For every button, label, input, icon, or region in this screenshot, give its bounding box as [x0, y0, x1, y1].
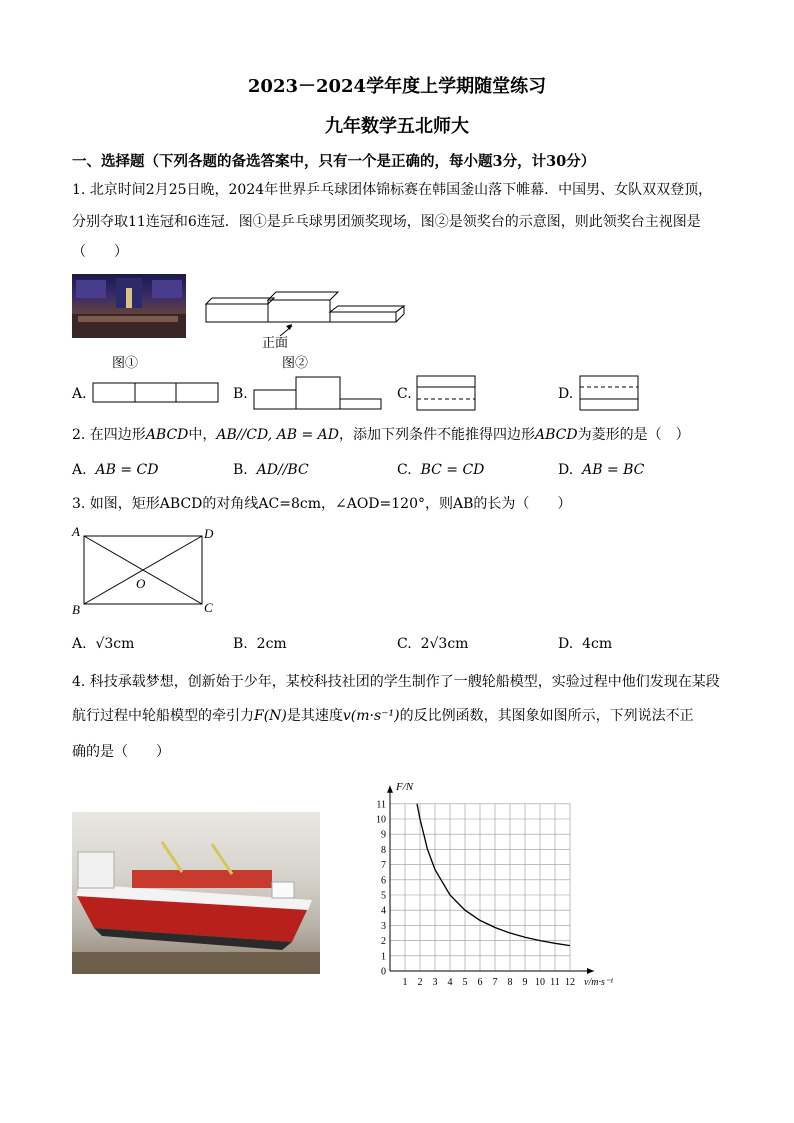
y-tick-label: 9 [381, 829, 386, 841]
q2-stem-part3: 中， [188, 427, 217, 443]
y-tick-label: 7 [381, 860, 386, 872]
chart-grid [390, 804, 570, 971]
chart-x-axis-label: v/m·s⁻¹ [584, 977, 614, 988]
x-tick-label: 11 [550, 977, 560, 988]
q1-option-d-label[interactable]: D. [558, 386, 574, 402]
q3-option-b[interactable] [233, 636, 287, 652]
q2-option-a[interactable] [72, 462, 158, 478]
q2-option-a-label: A. [72, 462, 87, 478]
y-axis-arrow [387, 786, 393, 793]
q3-stem: 3. 如图，矩形ABCD的对角线AC=8cm，∠AOD=120°，则AB的长为（ ） [72, 496, 572, 512]
rectangle-abcd-diagram [70, 522, 220, 618]
x-tick-label: 2 [417, 977, 423, 988]
x-tick-label: 8 [507, 977, 513, 988]
q3-option-b-label: B. [233, 636, 248, 652]
q2-stem-part7: 为菱形的是（ ） [577, 427, 690, 443]
q2-option-b-label: B. [233, 462, 248, 478]
q2-option-d[interactable] [558, 462, 644, 478]
y-tick-label: 2 [381, 936, 386, 948]
q3-option-b-value: 2cm [256, 636, 287, 652]
q1-stem-line1: 1. 北京时间2月25日晚，2024年世界乒乓球团体锦标赛在韩国釜山落下帷幕．中国男、女队双双登顶， [72, 182, 713, 198]
q4-stem-part3: 是其速度 [286, 708, 343, 724]
q4-stem-line1: 4. 科技承载梦想，创新始于少年，某校科技社团的学生制作了一艘轮船模型，实验过程中他们发现在某段 [72, 674, 720, 690]
q3-option-a-value: √3cm [95, 636, 135, 652]
q2-stem-part5: ，添加下列条件不能推得四边形 [338, 427, 535, 443]
y-tick-label: 0 [381, 966, 386, 978]
y-tick-label: 6 [381, 875, 386, 887]
y-tick-label: 3 [381, 920, 386, 932]
q2-stem-part6: ABCD [534, 427, 578, 443]
q4-stem-part5: 的反比例函数，其图象如图所示，下列说法不正 [399, 708, 694, 724]
y-tick-label: 4 [381, 905, 386, 917]
q3-option-d-value: 4cm [582, 636, 613, 652]
q2-option-a-value: AB = CD [95, 462, 159, 478]
x-tick-label: 1 [402, 977, 408, 988]
page-subtitle: 九年数学五北师大 [325, 116, 469, 137]
q2-option-c-label: C. [397, 462, 412, 478]
q2-option-c-value: BC = CD [420, 462, 485, 478]
q1-option-d-figure[interactable] [579, 375, 641, 413]
front-label: 正面 [262, 336, 289, 351]
y-tick-label: 10 [376, 814, 386, 826]
y-tick-label: 1 [381, 951, 386, 963]
q1-stem-line3: （ ） [72, 244, 128, 260]
x-tick-label: 6 [477, 977, 483, 988]
ship-model-art [72, 812, 320, 974]
q3-option-c-label: C. [397, 636, 412, 652]
y-tick-label: 11 [376, 799, 386, 811]
q2-option-b-value: AD//BC [256, 462, 309, 478]
vertex-label-o: O [136, 576, 146, 591]
q2-stem-part4: AB//CD, AB = AD [216, 427, 339, 443]
figure2-caption: 图② [282, 356, 309, 371]
x-tick-label: 12 [565, 977, 575, 988]
q4-stem-part1: 航行过程中轮船模型的牵引力 [72, 708, 254, 724]
x-tick-label: 9 [522, 977, 528, 988]
q3-option-a[interactable] [72, 636, 134, 652]
q2-option-d-value: AB = BC [582, 462, 645, 478]
page-title: 2023－2024学年度上学期随堂练习 [247, 76, 547, 97]
q2-option-b[interactable] [233, 462, 309, 478]
x-tick-label: 10 [535, 977, 545, 988]
force-velocity-chart [360, 772, 630, 992]
y-tick-label: 5 [381, 890, 386, 902]
q2-stem-part2: ABCD [145, 427, 189, 443]
ship-model-photo [72, 812, 320, 974]
y-tick-label: 8 [381, 844, 386, 856]
q3-option-c[interactable] [397, 636, 468, 652]
q3-option-a-label: A. [72, 636, 87, 652]
q2-stem-part1: 2. 在四边形 [72, 427, 146, 443]
x-tick-label: 3 [432, 977, 438, 988]
q4-stem-line2 [72, 706, 694, 726]
vertex-label-a: A [72, 524, 80, 539]
q3-option-c-value: 2√3cm [420, 636, 469, 652]
x-axis-arrow [587, 968, 594, 974]
q1-option-c-figure[interactable] [416, 375, 478, 413]
ceremony-photo [72, 274, 186, 338]
x-tick-label: 5 [462, 977, 468, 988]
section-heading: 一、选择题（下列各题的备选答案中，只有一个是正确的，每小题3分，计30分） [72, 153, 596, 170]
q3-option-d-label: D. [558, 636, 574, 652]
q4-force-symbol: F(N) [254, 708, 287, 724]
q2-stem [72, 425, 690, 445]
q1-stem-line2: 分别夺取11连冠和6连冠．图①是乒乓球男团颁奖现场，图②是领奖台的示意图，则此领奖台主视图是 [72, 214, 701, 230]
chart-series-line [417, 804, 570, 946]
q1-option-b-label[interactable]: B. [233, 386, 248, 402]
q2-option-c[interactable] [397, 462, 484, 478]
q4-stem-line3: 确的是（ ） [72, 744, 170, 760]
x-tick-label: 7 [492, 977, 498, 988]
chart-ticks [376, 799, 575, 988]
q1-option-c-label[interactable]: C. [397, 386, 412, 402]
vertex-label-d: D [204, 526, 214, 541]
q1-option-b-figure[interactable] [253, 375, 383, 411]
q3-option-d[interactable] [558, 636, 612, 652]
q2-option-d-label: D. [558, 462, 574, 478]
figure1-caption: 图① [112, 356, 139, 371]
vertex-label-b: B [72, 602, 80, 617]
q1-option-a-figure[interactable] [92, 382, 220, 404]
ceremony-photo-art [72, 274, 186, 338]
chart-y-axis-label: F/N [396, 780, 414, 793]
podium-3d-diagram [200, 286, 410, 356]
q4-velocity-symbol: v(m·s⁻¹) [342, 708, 400, 724]
q1-option-a-label[interactable]: A. [72, 386, 87, 402]
vertex-label-c: C [204, 600, 213, 615]
x-tick-label: 4 [447, 977, 453, 988]
